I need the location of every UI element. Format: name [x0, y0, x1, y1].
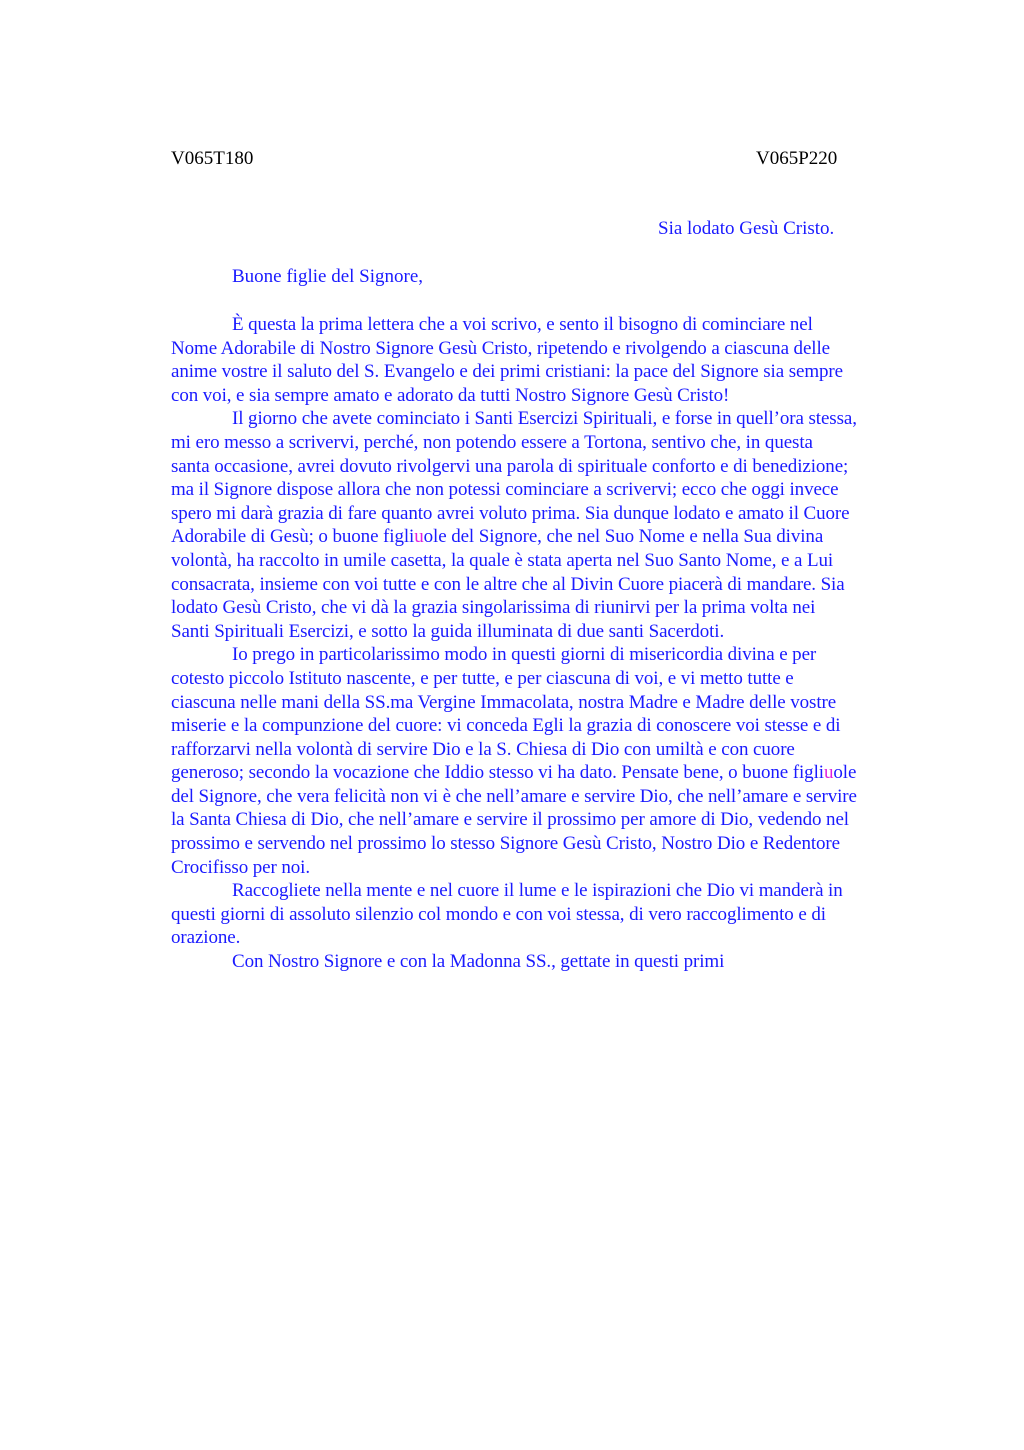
letter-greeting: Sia lodato Gesù Cristo. [658, 218, 835, 239]
letter-line: la Santa Chiesa di Dio, che nell’amare e servire il prossimo per amore di Dio, vedendo nel [171, 809, 849, 831]
letter-line: spero mi darà grazia di fare quanto avrei voluto prima. Sia dunque lodato e amato il Cuore [171, 502, 850, 524]
letter-line: questi giorni di assoluto silenzio col mondo e con voi stessa, di vero raccoglimento e di [171, 903, 826, 925]
reference-code-left: V065T180 [171, 148, 254, 169]
letter-line: del Signore, che vera felicità non vi è che nell’amare e servire Dio, che nell’amare e servire [171, 785, 857, 807]
letter-line: prossimo e servendo nel prossimo lo stesso Signore Gesù Cristo, Nostro Dio e Redentore [171, 833, 840, 855]
letter-line: Il giorno che avete cominciato i Santi Esercizi Spirituali, e forse in quell’ora stessa, [232, 408, 857, 430]
letter-line: ciascuna nelle mani della SS.ma Vergine Immacolata, nostra Madre e Madre delle vostre [171, 691, 837, 713]
letter-line: volontà, ha raccolto in umile casetta, la quale è stata aperta nel Suo Santo Nome, e a Lui [171, 549, 834, 571]
letter-line: orazione. [171, 927, 241, 949]
letter-line: Con Nostro Signore e con la Madonna SS., gettate in questi primi [232, 951, 725, 973]
highlighted-correction: u [823, 762, 834, 784]
letter-line: Crocifisso per noi. [171, 856, 310, 878]
letter-line-text: ole del Signore, che nel Suo Nome e nella Sua divina [423, 526, 824, 548]
letter-line-text: generoso; secondo la vocazione che Iddio stesso vi ha dato. Pensate bene, o buone figli [171, 762, 824, 784]
letter-line-text: ole [833, 762, 857, 784]
letter-line: Io prego in particolarissimo modo in questi giorni di misericordia divina e per [232, 644, 817, 666]
letter-line: miserie e la compunzione del cuore: vi conceda Egli la grazia di conoscere voi stesse e di [171, 715, 841, 737]
letter-line: cotesto piccolo Istituto nascente, e per tutte, e per ciascuna di voi, e vi metto tutte e [171, 667, 794, 689]
letter-line [171, 525, 933, 549]
letter-line: Raccogliete nella mente e nel cuore il lume e le ispirazioni che Dio vi manderà in [232, 880, 843, 902]
letter-line: Nome Adorabile di Nostro Signore Gesù Cristo, ripetendo e rivolgendo a ciascuna delle [171, 337, 830, 359]
highlighted-correction: u [414, 526, 424, 548]
letter-line: lodato Gesù Cristo, che vi dà la grazia singolarissima di riunirvi per la prima volta nei [171, 597, 816, 619]
letter-line: È questa la prima lettera che a voi scrivo, e sento il bisogno di cominciare nel [232, 314, 813, 335]
letter-line: santa occasione, avrei dovuto rivolgervi una parola di spirituale conforto e di benedizione; [171, 455, 849, 477]
reference-code-right: V065P220 [756, 148, 838, 169]
letter-line: Santi Spirituali Esercizi, e sotto la guida illuminata di due santi Sacerdoti. [171, 620, 725, 642]
letter-body [171, 313, 933, 974]
letter-line: con voi, e sia sempre amato e adorato da tutti Nostro Signore Gesù Cristo! [171, 384, 730, 406]
letter-line: consacrata, insieme con voi tutte e con le altre che al Divin Cuore piacerà di mandare. Sia [171, 573, 845, 595]
letter-line-text: Adorabile di Gesù; o buone figli [171, 526, 415, 548]
letter-line [171, 761, 933, 785]
letter-line: mi ero messo a scrivervi, perché, non potendo essere a Tortona, sentivo che, in questa [171, 431, 813, 453]
letter-salutation: Buone figlie del Signore, [232, 266, 424, 287]
letter-line: rafforzarvi nella volontà di servire Dio e la S. Chiesa di Dio con umiltà e con cuore [171, 738, 795, 760]
letter-line: anime vostre il saluto del S. Evangelo e dei primi cristiani: la pace del Signore sia sempre [171, 361, 843, 383]
letter-line: ma il Signore dispose allora che non potessi cominciare a scrivervi; ecco che oggi invece [171, 479, 839, 501]
